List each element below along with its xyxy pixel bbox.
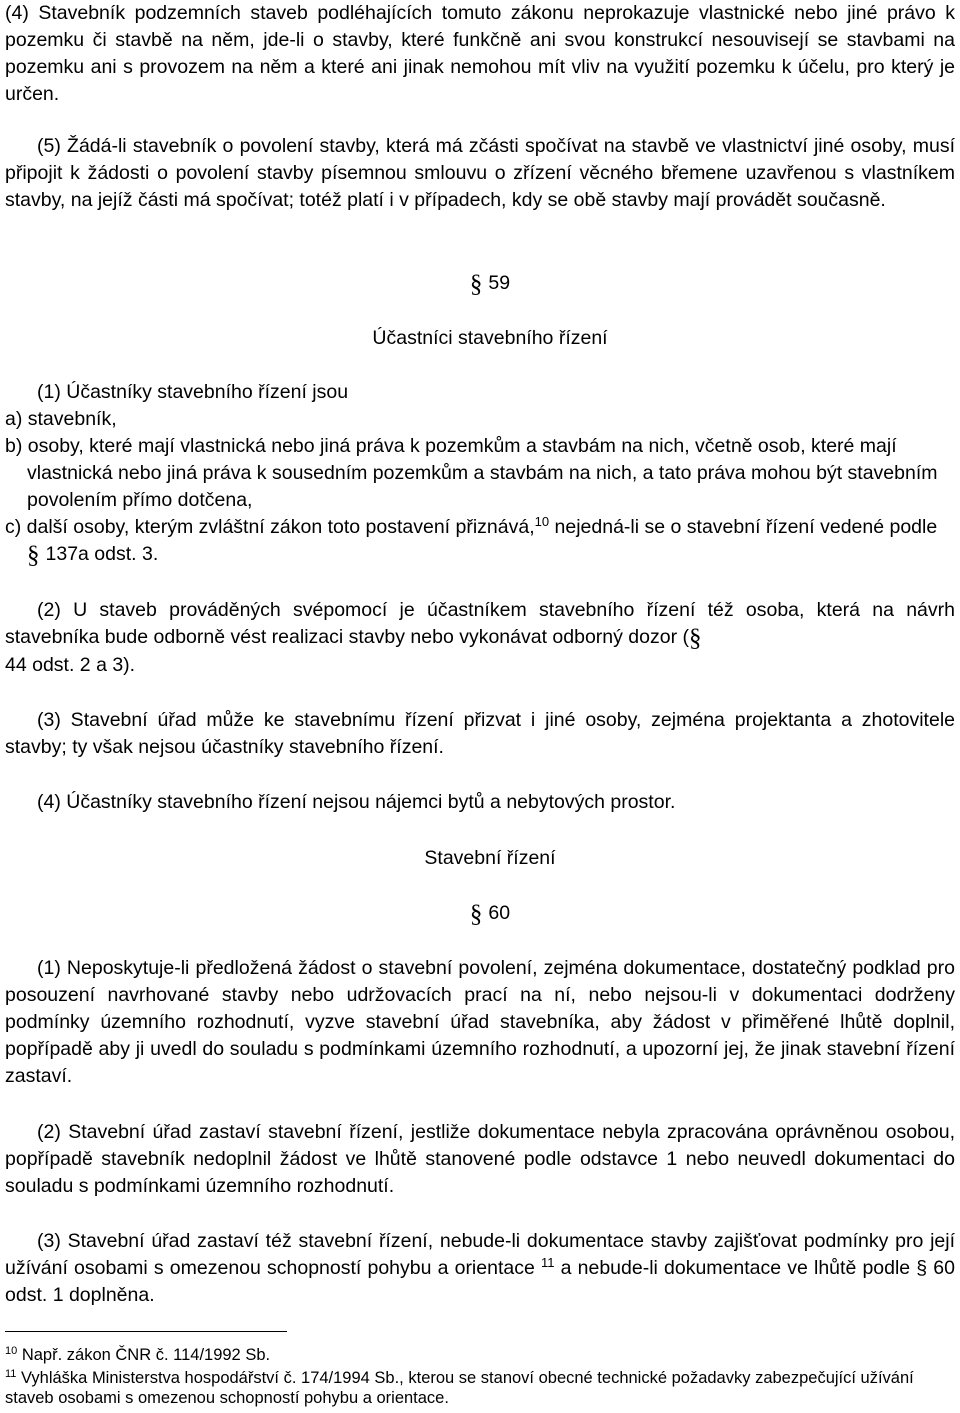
footnote-10-text: Např. zákon ČNR č. 114/1992 Sb.: [21, 1346, 271, 1364]
s59-p1-intro: (1) Účastníky stavebního řízení jsou: [37, 381, 349, 403]
paragraph-prev-4: (4) Stavebník podzemních staveb podléhajících tomuto zákonu neprokazuje vlastnické nebo jiné právo k pozemku či stavbě na něm, jde-li o stavby, které funkčně ani svou konstrukcí nesouvisejí se stavbami na pozemku ani s provozem na něm a které ani jinak nemohou mít vliv na využití pozemku k účelu, pro který je určen.: [5, 2, 955, 105]
section-60-number: 60: [488, 902, 511, 924]
section-symbol: §: [689, 625, 702, 652]
s59-p4: (4) Účastníky stavebního řízení nejsou nájemci bytů a nebytových prostor.: [37, 791, 676, 813]
s59-p3: (3) Stavební úřad může ke stavebnímu řízení přizvat i jiné osoby, zejména projektanta a zhotovitele stavby; ty však nejsou účastníky stavebního řízení.: [5, 709, 955, 758]
footnote-11-text: Vyhláška Ministerstva hospodářství č. 174/1994 Sb., kterou se stanoví obecné technické požadavky zabezpečující užívání staveb osobami s omezenou schopností pohybu a orientace.: [5, 1369, 914, 1407]
footnote-divider: [5, 1331, 287, 1332]
s59-item-c-mid: nejedná-li se o stavební řízení vedené podle: [549, 516, 938, 538]
footnote-ref-10: 10: [534, 514, 550, 529]
section-59-title: Účastníci stavebního řízení: [372, 327, 608, 349]
footnote-ref-11: 11: [540, 1255, 555, 1270]
s59-item-c: [5, 514, 960, 569]
s59-p2-after: 44 odst. 2 a 3).: [5, 654, 136, 676]
paragraph-prev-5: (5) Žádá-li stavebník o povolení stavby, která má zčásti spočívat na stavbě ve vlastnictví jiné osoby, musí připojit k žádosti o povolení stavby písemnou smlouvu o zřízení věcného břemene uzavřenou s vlastníkem stavby, na jejíž části má spočívat; totéž platí i v případech, kdy se obě stavby mají provádět současně.: [5, 135, 955, 211]
section-symbol: §: [469, 901, 483, 928]
s60-p1: (1) Neposkytuje-li předložená žádost o stavební povolení, zejména dokumentace, dostatečný podklad pro posouzení navrhované stavby nebo udržovacích prací na ní, nebo nejsou-li v dokumentaci dodrženy podmínky územního rozhodnutí, vyzve stavební úřad stavebníka, aby žádost v přiměřené lhůtě doplnil, popřípadě aby ji uvedl do souladu s podmínkami územního rozhodnutí, a upozorní jej, že jinak stavební řízení zastaví.: [5, 957, 955, 1087]
s59-item-c-text: c) další osoby, kterým zvláštní zákon toto postavení přiznává,: [5, 516, 535, 538]
footnote-10: [5, 1345, 955, 1365]
s59-item-c-after: 137a odst. 3.: [45, 543, 159, 565]
section-59-heading: [5, 270, 960, 298]
s59-item-a: a) stavebník,: [5, 408, 117, 430]
s59-item-b: b) osoby, které mají vlastnická nebo jiná práva k pozemkům a stavbám na nich, včetně osob, které mají vlastnická nebo jiná práva k sousedním pozemkům a stavbám na nich, a tato práva mohou být stavebním povolením přímo dotčena,: [5, 435, 938, 511]
footnote-11-ref: 11: [5, 1368, 17, 1380]
section-symbol: §: [27, 542, 40, 569]
section-symbol: §: [469, 271, 483, 298]
s60-p3-text: (3) Stavební úřad zastaví též stavební řízení, nebude-li dokumentace stavby zajišťovat podmínky pro její užívání osobami s omezenou schopností pohybu a orientace: [5, 1230, 955, 1279]
footnote-11: [5, 1368, 955, 1408]
footnote-10-ref: 10: [5, 1345, 18, 1357]
heading-stavebni-rizeni: Stavební řízení: [424, 847, 556, 869]
section-60-heading: [5, 900, 960, 928]
section-59-number: 59: [488, 272, 511, 294]
s60-p3-after: a nebude-li dokumentace ve lhůtě podle § 60 odst. 1 doplněna.: [5, 1257, 955, 1306]
s60-p3: [5, 1228, 955, 1309]
s59-p2: [5, 597, 955, 679]
s59-p2-text: (2) U staveb prováděných svépomocí je účastníkem stavebního řízení též osoba, která na návrh stavebníka bude odborně vést realizaci stavby nebo vykonávat odborný dozor (: [5, 599, 955, 648]
s60-p2: (2) Stavební úřad zastaví stavební řízení, jestliže dokumentace nebyla zpracována oprávněnou osobou, popřípadě stavebník nedoplnil žádost ve lhůtě stanovené podle odstavce 1 nebo neuvedl dokumentaci do souladu s podmínkami územního rozhodnutí.: [5, 1121, 955, 1197]
